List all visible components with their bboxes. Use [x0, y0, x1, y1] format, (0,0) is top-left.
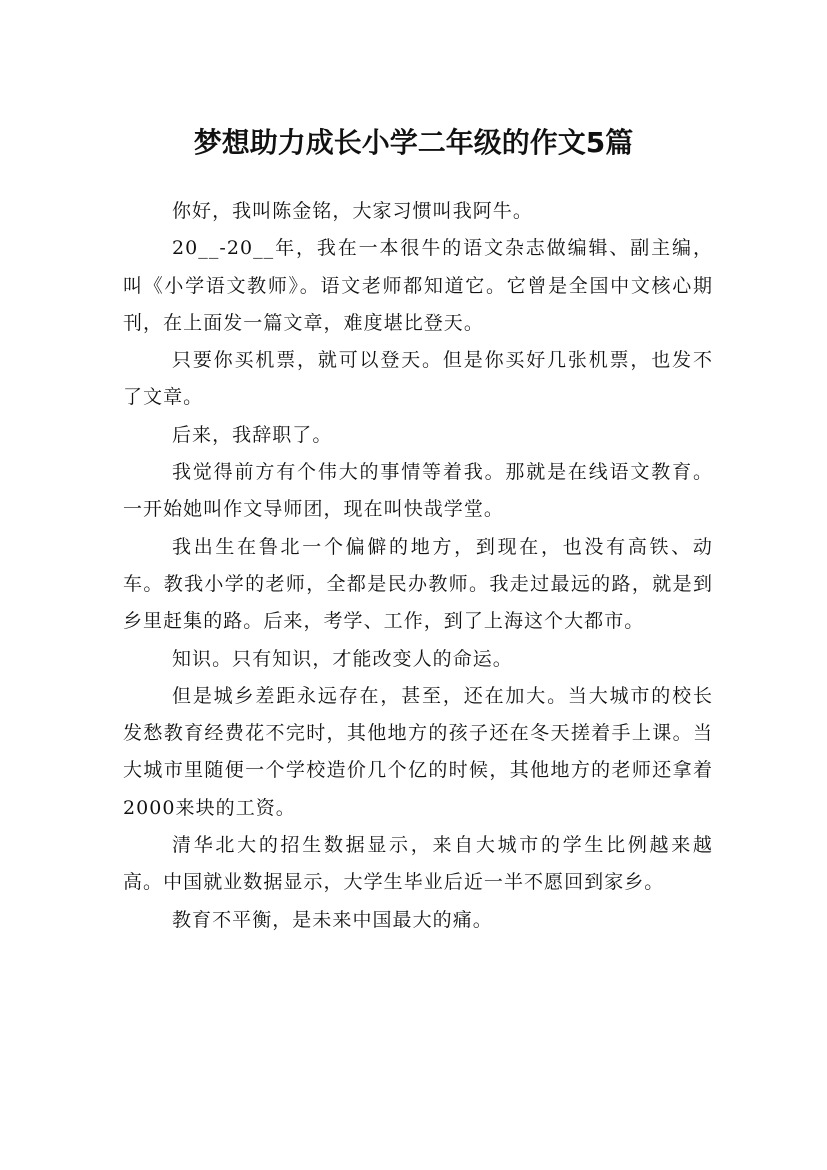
paragraph: 你好，我叫陈金铭，大家习惯叫我阿牛。 — [172, 200, 533, 222]
paragraph: 只要你买机票，就可以登天。但是你买好几张机票，也发不了文章。 — [123, 349, 713, 409]
paragraph: 我出生在鲁北一个偏僻的地方，到现在，也没有高铁、动车。教我小学的老师，全都是民办教师。我走过最远的路，就是到乡里赶集的路。后来，考学、工作，到了上海这个大都市。 — [123, 535, 713, 633]
paragraph: 20__-20__年，我在一本很牛的语文杂志做编辑、副主编，叫《小学语文教师》。语文老师都知道它。它曾是全国中文核心期刊，在上面发一篇文章，难度堪比登天。 — [123, 237, 713, 334]
paragraph: 知识。只有知识，才能改变人的命运。 — [172, 647, 513, 670]
paragraph: 我觉得前方有个伟大的事情等着我。那就是在线语文教育。一开始她叫作文导师团，现在叫快哉学堂。 — [123, 461, 713, 521]
paragraph: 后来，我辞职了。 — [172, 423, 333, 446]
paragraph: 但是城乡差距永远存在，甚至，还在加大。当大城市的校长发愁教育经费花不完时，其他地方的孩子还在冬天搓着手上课。当大城市里随便一个学校造价几个亿的时候，其他地方的老师还拿着2000来块的工资。 — [123, 684, 713, 819]
paragraph: 清华北大的招生数据显示，来自大城市的学生比例越来越高。中国就业数据显示，大学生毕业后近一半不愿回到家乡。 — [123, 834, 713, 894]
document-title: 梦想助力成长小学二年级的作文5篇 — [193, 125, 634, 159]
document-body — [123, 193, 713, 939]
paragraph: 教育不平衡，是未来中国最大的痛。 — [172, 908, 493, 931]
